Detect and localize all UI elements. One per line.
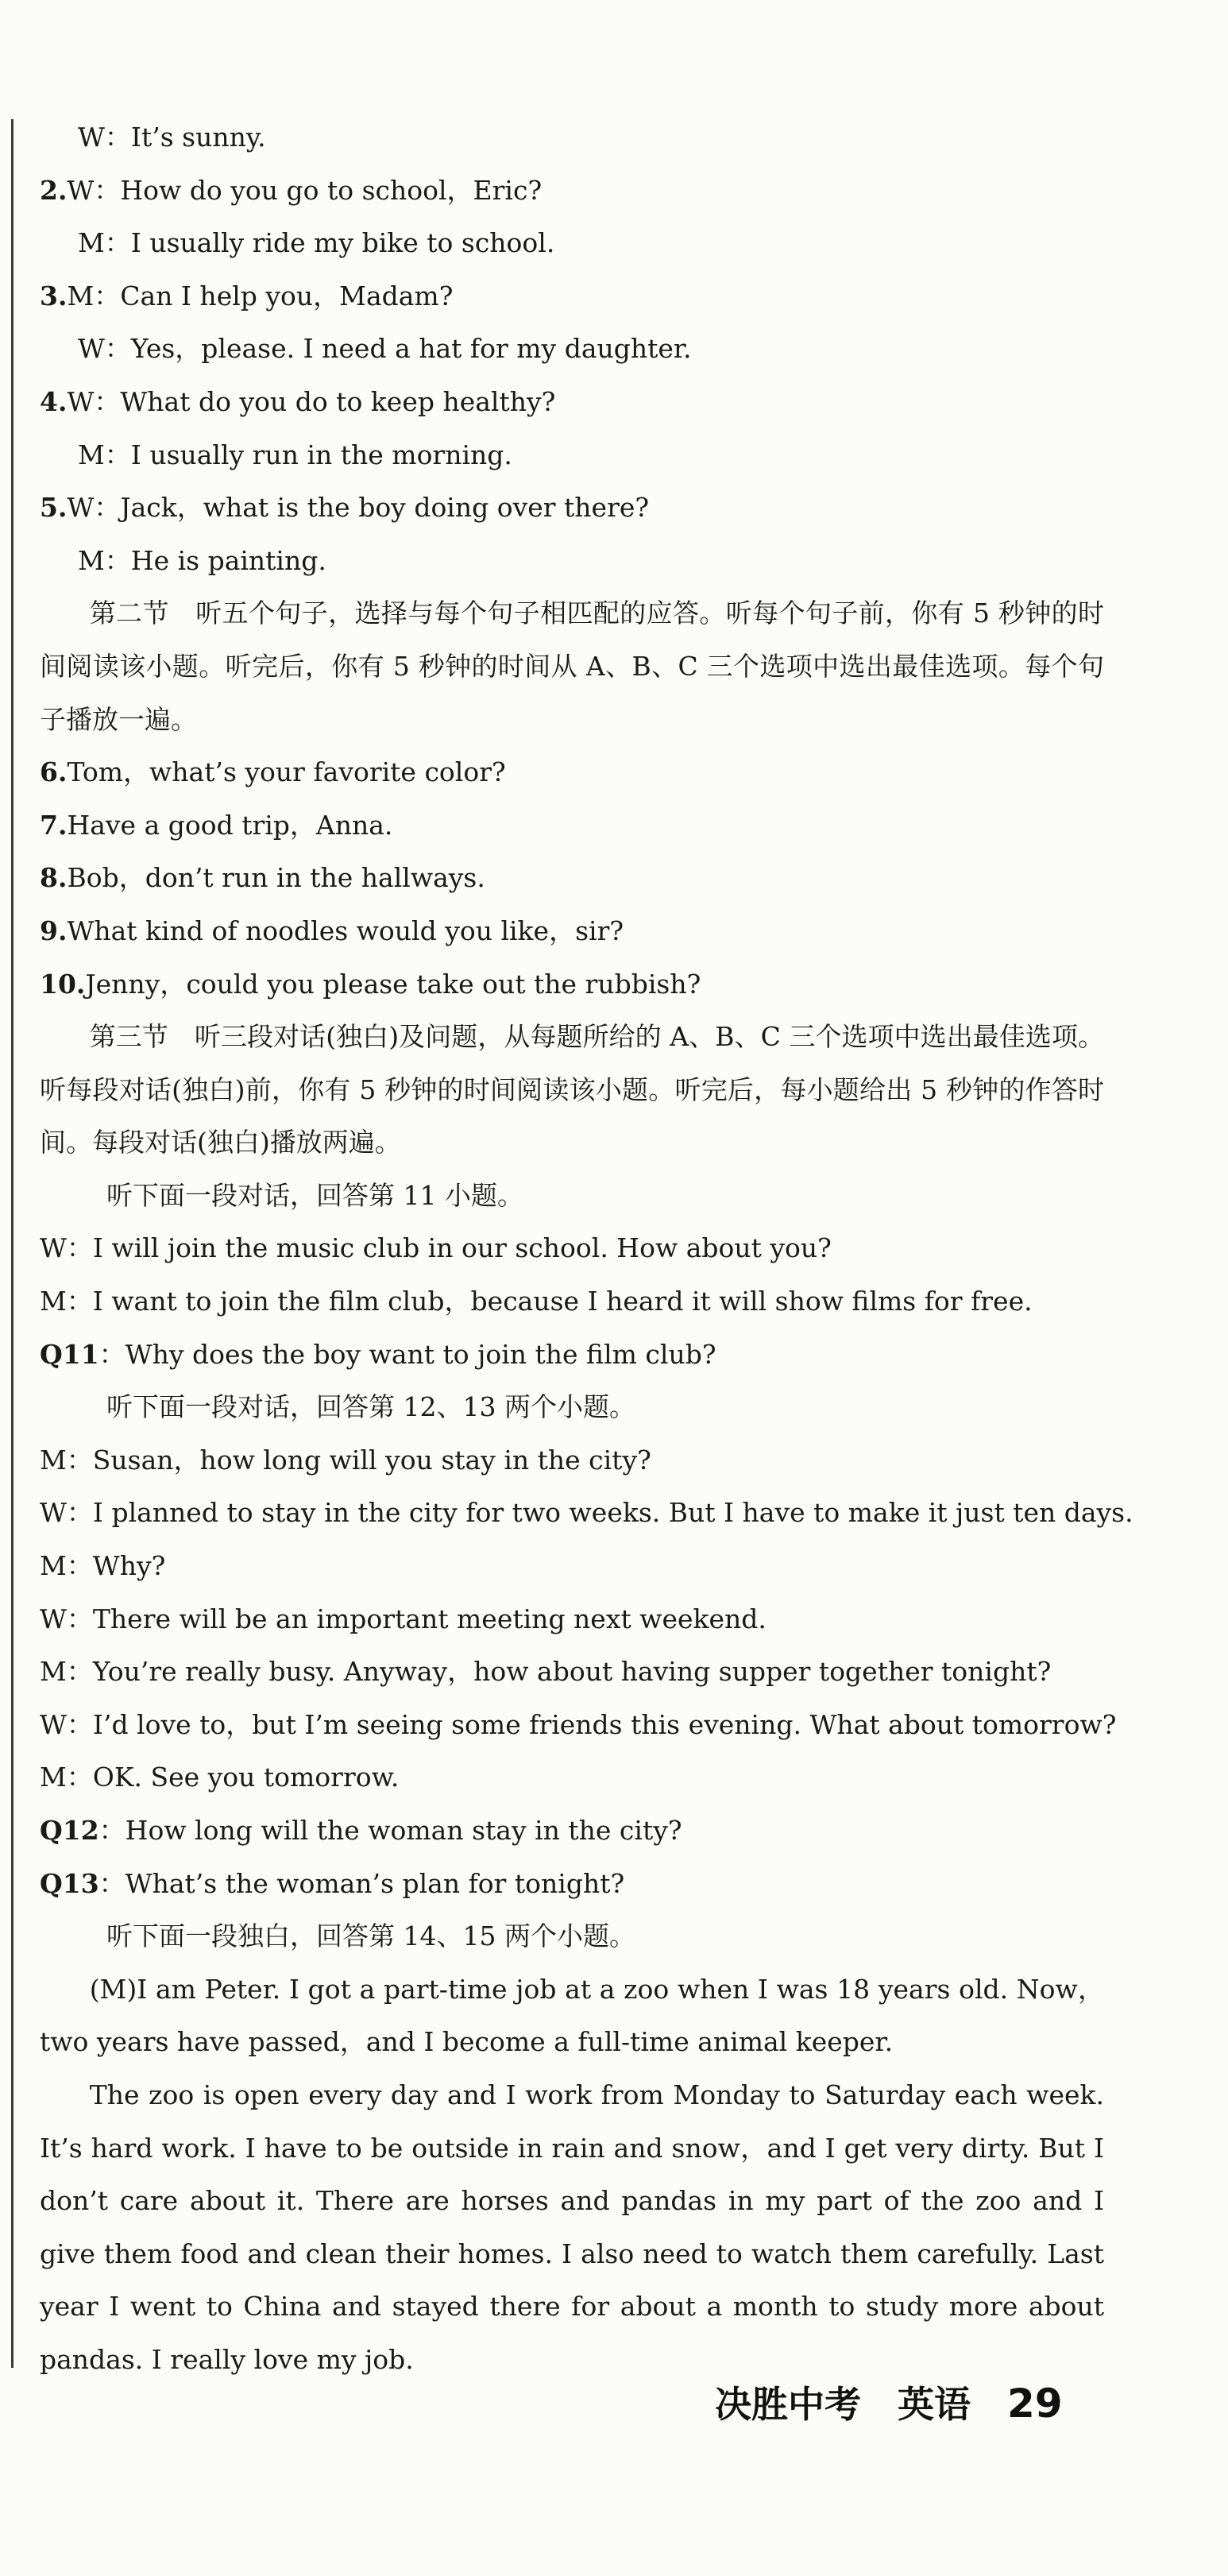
text-line	[40, 1487, 1133, 1540]
line-text: W：I’d love to，but I’m seeing some friends this evening. What about tomorrow?	[40, 1708, 1117, 1740]
item-number: Q13	[40, 1867, 99, 1899]
item-number: 3.	[40, 280, 68, 311]
item-number: 9.	[40, 915, 68, 946]
text-line	[40, 1170, 1104, 1223]
line-text: 第三节 听三段对话(独白)及问题，从每题所给的 A、B、C 三个选项中选出最佳选项。听每段对话(独白)前，你有 5 秒钟的时间阅读该小题。听完后，每小题给出 5 秒钟的作答时间。每段对话(独白)播放两遍。	[40, 1021, 1104, 1158]
line-text: Have a good trip，Anna.	[67, 809, 393, 841]
subject-label: 英语	[898, 2383, 971, 2426]
line-text: ：Why does the boy want to join the film club?	[98, 1338, 716, 1370]
text-line	[40, 1434, 1104, 1487]
line-text: 第二节 听五个句子，选择与每个句子相匹配的应答。听每个句子前，你有 5 秒钟的时间阅读该小题。听完后，你有 5 秒钟的时间从 A、B、C 三个选项中选出最佳选项。每个句子播放一遍。	[40, 598, 1104, 735]
line-text: Tom，what’s your favorite color?	[67, 756, 506, 788]
text-line	[40, 1699, 1117, 1752]
line-text: M：I want to join the film club，because I heard it will show films for free.	[40, 1286, 1033, 1317]
line-text: 听下面一段对话，回答第 11 小题。	[106, 1179, 523, 1211]
text-line	[40, 746, 1104, 799]
text-line	[40, 376, 1104, 429]
line-text: M：You’re really busy. Anyway，how about having supper together tonight?	[40, 1656, 1052, 1688]
item-number: 2.	[40, 174, 68, 206]
text-line	[40, 1540, 1104, 1593]
text-line	[40, 270, 1104, 323]
line-text: W：What do you do to keep healthy?	[67, 385, 556, 417]
line-text: The zoo is open every day and I work from Monday to Saturday each week. It’s hard work. I have to be outside in rain and snow，and I get very dirty. But I don’t care about it. There are horses and pandas in my part of the zoo and I give them food and clean their homes. I also need to watch them carefully. Last year I went to China and stayed there for about a month to study more about pandas. I really love my job.	[40, 2079, 1104, 2375]
line-text: W：Yes，please. I need a hat for my daughter.	[78, 333, 692, 365]
text-line	[40, 1910, 1104, 1963]
text-line	[40, 429, 1104, 482]
text-line	[40, 1804, 1104, 1858]
item-number: Q11	[40, 1338, 99, 1370]
line-text: M：Can I help you，Madam?	[67, 280, 454, 311]
line-text: W：I planned to stay in the city for two weeks. But I have to make it just ten days.	[40, 1497, 1133, 1529]
line-text: W：It’s sunny.	[78, 122, 266, 153]
line-text: ：How long will the woman stay in the city?	[98, 1815, 682, 1846]
item-number: 4.	[40, 385, 68, 417]
line-text: 听下面一段独白，回答第 14、15 两个小题。	[106, 1920, 635, 1952]
line-text: W：Jack，what is the boy doing over there?	[67, 492, 650, 524]
line-text: M：He is painting.	[78, 544, 326, 576]
line-text: ：What’s the woman’s plan for tonight?	[98, 1867, 625, 1899]
text-line	[40, 482, 1104, 535]
line-text: M：OK. See you tomorrow.	[40, 1762, 400, 1793]
line-text: What kind of noodles would you like，sir?	[67, 915, 624, 946]
text-line	[40, 958, 1104, 1011]
line-text: W：How do you go to school，Eric?	[67, 174, 543, 206]
text-line	[40, 323, 1104, 376]
text-line	[40, 1275, 1104, 1329]
margin-rule	[11, 119, 14, 2368]
line-text: M：I usually run in the morning.	[78, 439, 512, 470]
text-line	[40, 852, 1104, 905]
text-line	[40, 1222, 1104, 1275]
item-number: 6.	[40, 756, 68, 788]
text-line	[40, 1858, 1104, 1911]
item-number: 7.	[40, 809, 68, 841]
text-line	[40, 1751, 1104, 1804]
item-number: 5.	[40, 492, 68, 524]
line-text: M：I usually ride my bike to school.	[78, 227, 555, 259]
text-line	[40, 1381, 1104, 1434]
text-line	[40, 1329, 1104, 1382]
transcript-content	[40, 111, 1133, 2387]
page-number: 29	[1007, 2381, 1063, 2427]
page-footer	[715, 2376, 1063, 2428]
line-text: (M)I am Peter. I got a part-time job at a zoo when I was 18 years old. Now，two years have passed，and I become a full-time animal keeper.	[40, 1973, 1104, 2058]
text-line	[40, 217, 1104, 270]
line-text: Jenny，could you please take out the rubbish?	[85, 968, 701, 1000]
text-paragraph	[40, 1011, 1104, 1170]
line-text: Bob，don’t run in the hallways.	[67, 862, 485, 894]
text-line	[40, 535, 1104, 588]
line-text: M：Susan，how long will you stay in the city?	[40, 1444, 651, 1476]
item-number: 8.	[40, 862, 68, 894]
text-paragraph	[40, 1963, 1104, 2069]
text-line	[40, 799, 1104, 853]
text-line	[40, 164, 1104, 218]
line-text: W：I will join the music club in our school. How about you?	[40, 1232, 832, 1264]
text-line	[40, 905, 1104, 958]
text-line	[40, 111, 1104, 164]
text-paragraph	[40, 2069, 1104, 2387]
book-title: 决胜中考	[715, 2383, 861, 2426]
line-text: 听下面一段对话，回答第 12、13 两个小题。	[106, 1391, 635, 1423]
line-text: M：Why?	[40, 1550, 166, 1582]
line-text: W：There will be an important meeting next weekend.	[40, 1603, 767, 1634]
item-number: Q12	[40, 1815, 99, 1846]
text-paragraph	[40, 587, 1104, 746]
text-line	[40, 1646, 1104, 1699]
text-line	[40, 1593, 1104, 1646]
item-number: 10.	[40, 968, 86, 1000]
